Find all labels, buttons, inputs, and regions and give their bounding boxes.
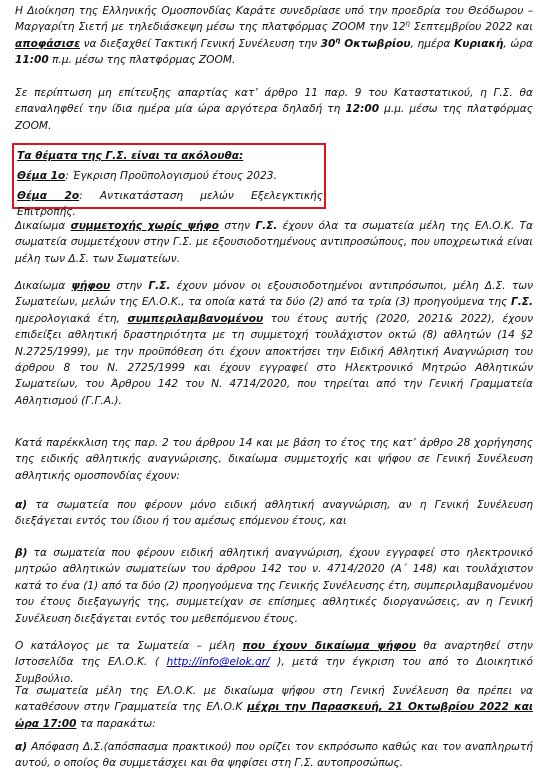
agenda-topic-1: Θέμα 1ο: Έγκριση Προϋπολογισμού έτους 2023. (17, 170, 277, 182)
elok-website-link[interactable]: http://info@elok.gr/ (166, 656, 270, 669)
exception-paragraph: Κατά παρέκκλιση της παρ. 2 του άρθρου 14 και με βάση το έτος της κατ’ άρθρο 28 χορήγησης της ειδικής αθλητικής αναγνώρισης, δικαίωμα συμμετοχής και ψήφου σε Γενική Συνέλευση αθλητικής ομοσπονδίας έχουν: (15, 437, 533, 482)
participation-paragraph: Δικαίωμα συμμετοχής χωρίς ψήφο στην Γ.Σ. έχουν όλα τα σωματεία μέλη της ΕΛ.Ο.Κ. Τα σωματεία συμμετέχουν στην Γ.Σ. με εξουσιοδοτημένους αντιπροσώπους, που υποχρεωτικά είναι μέλη των Δ.Σ. των Σωματείων. (15, 220, 534, 265)
announcement-paragraph: Η Διοίκηση της Ελληνικής Ομοσπονδίας Καράτε συνεδρίασε υπό την προεδρία του Θεόδωρου – Μαργαρίτη Σιετή με τηλεδιάσκεψη μέσω της πλατφόρμας ZOOM την $12^\eta$ Σεπτεμβρίου 2022 και αποφάσισε να διεξαχθεί Τακτική Γενική Συνέλευση την $30^\eta$ Οκτωβρίου, ημέρα Κυριακή, ώρα 11:00 π.μ. μέσω της πλατφόρμας ZOOM. (15, 5, 533, 67)
decision-label: αποφάσισε (15, 37, 81, 50)
quorum-paragraph: Σε περίπτωση μη επίτευξης απαρτίας κατ’ άρθρο 11 παρ. 9 του Καταστατικού, η Γ.Σ. θα επαναληφθεί την ίδια ημέρα μία ώρα αργότερα δηλαδή τη 12:00 μ.μ. μέσω της πλατφόρμας ZOOM. (15, 87, 533, 132)
agenda-heading: Τα θέματα της Γ.Σ. είναι τα ακόλουθα: (17, 150, 244, 162)
deadline-date: μέχρι την Παρασκευή, 21 Οκτωβρίου 2022 και ώρα 17:00 (15, 701, 533, 730)
requirement-a-paragraph: α) Απόφαση Δ.Σ.(απόσπασμα πρακτικού) που ορίζει τον εκπρόσωπο καθώς και τον αναπληρωτή αυτού, ο οποίος θα συμμετάσχει και θα ψηφίσει στη Γ.Σ. αυτοπροσώπως. (15, 741, 533, 770)
clause-b-paragraph: β) τα σωματεία που φέρουν ειδική αθλητική αναγνώριση, έχουν εγγραφεί στο ηλεκτρονικό μητρώο αθλητικών σωματείων του άρθρου 142 του ν. 4714/2020 (Α΄ 148) και τουλάχιστον κατά το ένα (1) από τα δύο (2) προηγούμενα της Γενικής Συνέλευσης έτη, συμπεριλαμβανομένου του έτους διεξαγωγής της, συμμετείχαν σε επίσημες αθλητικές διοργανώσεις, αν η Γενική Συνέλευση διεξάγεται εντός του μεθεπόμενου έτους. (15, 547, 533, 625)
agenda-topic-2: Θέμα 2ο: Αντικατάσταση μελών Εξελεγκτικής Επιτροπής. (17, 190, 323, 219)
voting-rights-paragraph: Δικαίωμα ψήφου στην Γ.Σ. έχουν μόνον οι εξουσιοδοτημένοι αντιπρόσωποι, μέλη Δ.Σ. των Σωματείων, μελών της ΕΛ.Ο.Κ., τα οποία κατά τα δύο (2) από τα τρία (3) προηγούμενα της Γ.Σ. ημερολογιακά έτη, συμπεριλαμβανομένου του έτους αυτής (2020, 2021& 2022), έχουν επιδείξει αθλητική δραστηριότητα με τη συμμετοχή τουλάχιστον οκτώ (8) αθλητών (14 §2 Ν.2725/1999), με την προϋπόθεση ότι έχουν αποκτήσει την Ειδική Αθλητική Αναγνώριση του άρθρου 8 του Ν. 2725/1999 και έχουν εγγραφεί στο Ηλεκτρονικό Μητρώο Αθλητικών Σωματείων, του Άρθρου 142 του Ν. 4714/2020, που τηρείται από την Γενική Γραμματεία Αθλητισμού (Γ.Γ.Α.). (15, 280, 533, 407)
clause-a-paragraph: α) τα σωματεία που φέρουν μόνο ειδική αθλητική αναγνώριση, αν η Γενική Συνέλευση διεξάγεται εντός του ίδιου ή του αμέσως επόμενου έτους, και (15, 499, 533, 528)
deadline-paragraph: Τα σωματεία μέλη της ΕΛ.Ο.Κ. με δικαίωμα ψήφου στη Γενική Συνέλευση θα πρέπει να καταθέσουν στην Γραμματεία της ΕΛ.Ο.Κ μέχρι την Παρασκευή, 21 Οκτωβρίου 2022 και ώρα 17:00 τα παρακάτω: (15, 685, 533, 730)
catalog-paragraph: Ο κατάλογος με τα Σωματεία – μέλη που έχουν δικαίωμα ψήφου θα αναρτηθεί στην Ιστοσελίδα της ΕΛ.Ο.Κ. ( http://info@elok.gr/ ), μετά την έγκριση του από το Διοικητικό Συμβούλιο. (15, 640, 533, 685)
